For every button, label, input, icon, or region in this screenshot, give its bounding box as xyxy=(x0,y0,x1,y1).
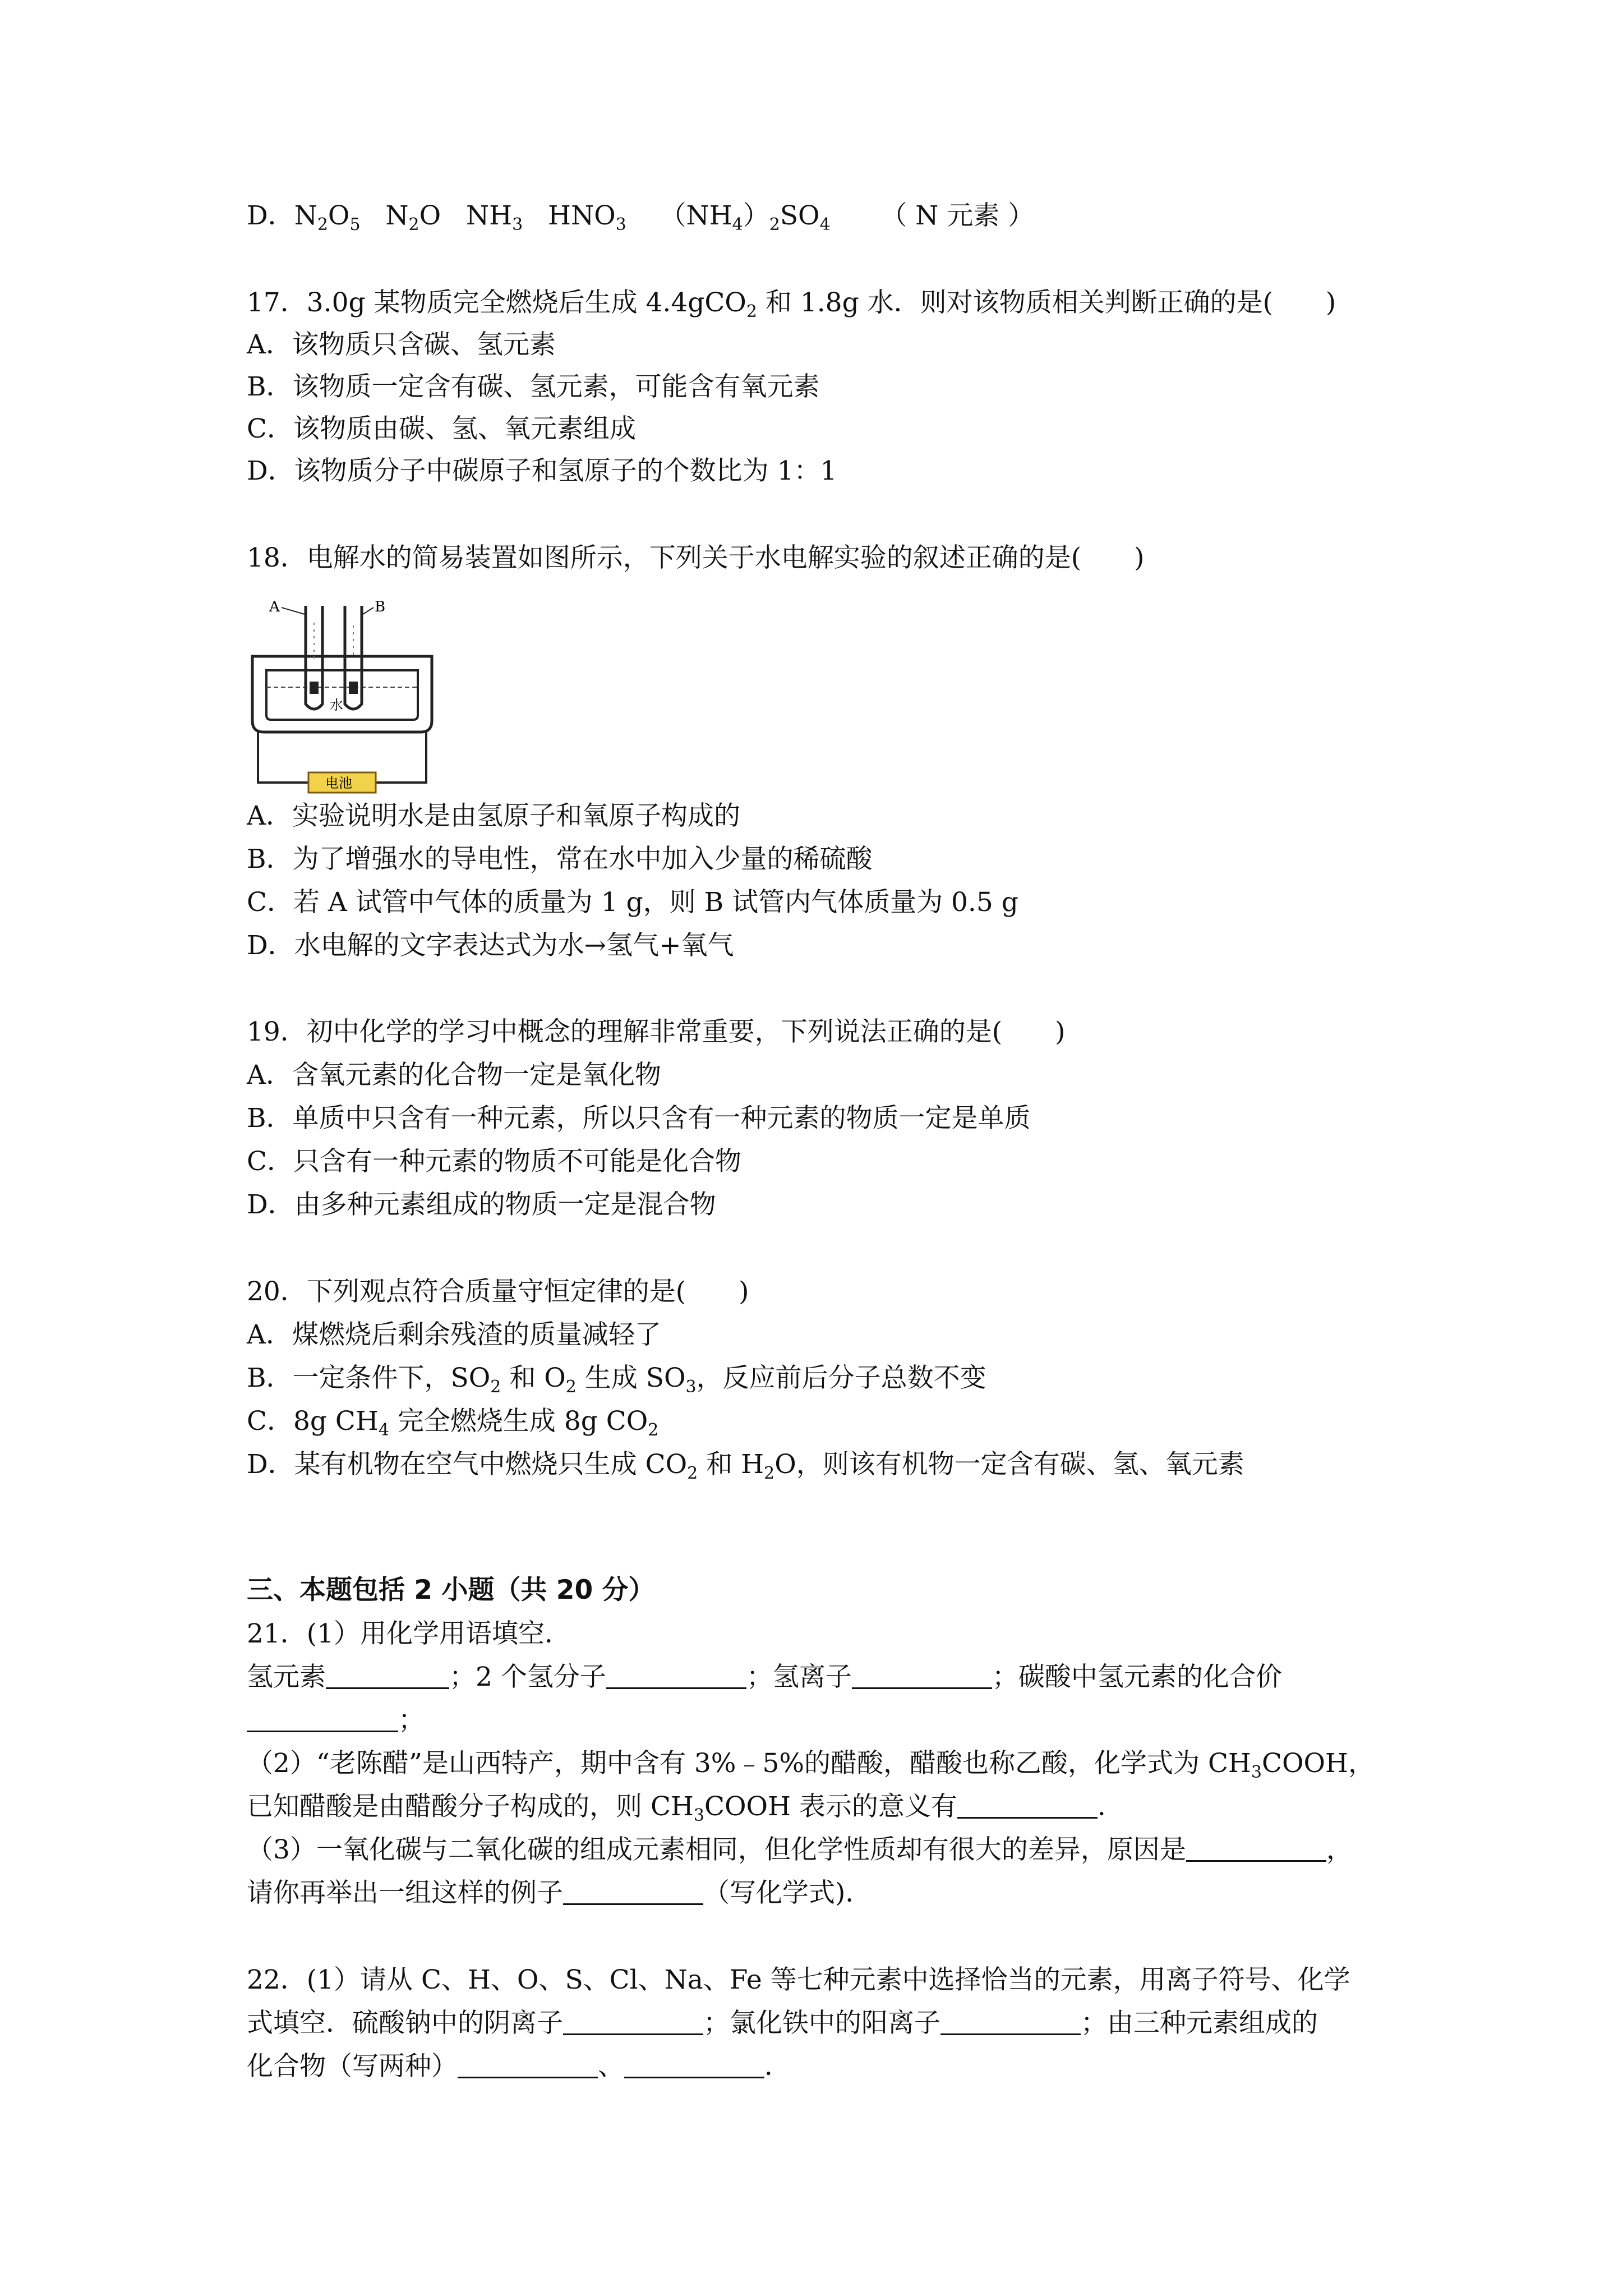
q17-option-a: A．该物质只含碳、氢元素 xyxy=(247,329,556,360)
q21-part3-line2: 请你再举出一组这样的例子 （写化学式)． xyxy=(247,1878,872,1908)
q21-part1: 21．(1）用化学用语填空． xyxy=(247,1618,571,1649)
q18-option-c: C．若 A 试管中气体的质量为 1 g，则 B 试管内气体质量为 0.5 g xyxy=(247,887,1018,918)
q19-option-a: A．含氧元素的化合物一定是氧化物 xyxy=(247,1060,661,1091)
q17-option-b: B．该物质一定含有碳、氢元素，可能含有氧元素 xyxy=(247,371,820,402)
q22-line2: 式填空．硫酸钠中的阴离子 ；氯化铁中的阳离子 ；由三种元素组成的 xyxy=(247,2008,1318,2039)
tube-a-label: A xyxy=(269,599,280,615)
battery-label: 电池 xyxy=(325,775,352,791)
q19-option-b: B．单质中只含有一种元素，所以只含有一种元素的物质一定是单质 xyxy=(247,1103,1031,1134)
q21-part2-line1: （2）“老陈醋”是山西特产，期中含有 3%﹣5%的醋酸，醋酸也称乙酸，化学式为 $CH_3COOH$， xyxy=(247,1748,1375,1782)
q21-part3-line1: （3）一氧化碳与二氧化碳的组成元素相同，但化学性质却有很大的差异，原因是 ， xyxy=(247,1834,1353,1865)
answer-blank[interactable] xyxy=(247,1706,398,1732)
q19-stem: 19．初中化学的学习中概念的理解非常重要，下列说法正确的是( ) xyxy=(247,1016,1066,1047)
q22-line3: 化合物（写两种） 、 ． xyxy=(247,2051,791,2082)
q17-option-d: D．该物质分子中碳原子和氢原子的个数比为 1：1 xyxy=(247,455,837,486)
answer-blank[interactable] xyxy=(563,2009,703,2035)
answer-blank[interactable] xyxy=(957,1792,1098,1819)
tube-b-label: B xyxy=(375,599,386,615)
water-label: 水 xyxy=(330,697,343,713)
answer-blank[interactable] xyxy=(326,1663,449,1689)
q19-option-d: D．由多种元素组成的物质一定是混合物 xyxy=(247,1189,716,1220)
option-label: D． xyxy=(247,200,294,231)
q16-option-d: D．$N_2O_5$ $N_2O$ $NH_3$ $HNO_3$ $(NH_4)_2SO_4$ （ N 元素 ） xyxy=(247,200,1035,234)
q20-option-d: D．某有机物在空气中燃烧只生成 $CO_2$ 和 $H_2O$，则该有机物一定含有碳、氢、氧元素 xyxy=(247,1449,1244,1483)
q21-line2: 氢元素 ；2 个氢分子 ；氢离子 ；碳酸中氢元素的化合价 xyxy=(247,1662,1282,1692)
electrolysis-apparatus-figure xyxy=(247,592,449,794)
q20-option-c: C．8g $CH_4$ 完全燃烧生成 8g $CO_2$ xyxy=(247,1406,659,1440)
q22-line1: 22．(1）请从 C、H、O、S、Cl、Na、Fe 等七种元素中选择恰当的元素，用离子符号、化学 xyxy=(247,1964,1350,1995)
q21-line3: ； xyxy=(247,1704,425,1737)
element-note: （ N 元素 ） xyxy=(880,200,1035,231)
q20-stem: 20．下列观点符合质量守恒定律的是( ) xyxy=(247,1276,749,1307)
answer-blank[interactable] xyxy=(852,1663,992,1689)
electrolysis-apparatus-diagram xyxy=(247,592,449,794)
q20-option-a: A．煤燃烧后剩余残渣的质量减轻了 xyxy=(247,1319,661,1350)
section-heading: 三、本题包括 2 小题（共 20 分） xyxy=(247,1575,655,1605)
q21-part2-line2: 已知醋酸是由醋酸分子构成的，则 $CH_3COOH$ 表示的意义有 ． xyxy=(247,1791,1124,1825)
q19-option-c: C．只含有一种元素的物质不可能是化合物 xyxy=(247,1146,741,1177)
q17-stem: 17．3.0g 某物质完全燃烧后生成 4.4gCO$_2$ 和 1.8g 水．则对该物质相关判断正确的是( ) xyxy=(247,287,1336,321)
answer-blank[interactable] xyxy=(458,2052,598,2078)
answer-blank[interactable] xyxy=(940,2009,1081,2035)
q18-stem: 18．电解水的简易装置如图所示，下列关于水电解实验的叙述正确的是( ) xyxy=(247,542,1145,573)
answer-blank[interactable] xyxy=(624,2052,764,2078)
q18-option-b: B．为了增强水的导电性，常在水中加入少量的稀硫酸 xyxy=(247,844,873,875)
q20-option-b: B．一定条件下，$SO_2$ 和 $O_2$ 生成 $SO_3$，反应前后分子总数不变 xyxy=(247,1363,986,1397)
q18-option-d: D．水电解的文字表达式为水→氢气+氧气 xyxy=(247,930,734,961)
answer-blank[interactable] xyxy=(1186,1835,1326,1862)
q17-option-c: C．该物质由碳、氢、氧元素组成 xyxy=(247,413,636,444)
answer-blank[interactable] xyxy=(606,1663,746,1689)
answer-blank[interactable] xyxy=(563,1879,703,1905)
q18-option-a: A．实验说明水是由氢原子和氧原子构成的 xyxy=(247,800,740,831)
